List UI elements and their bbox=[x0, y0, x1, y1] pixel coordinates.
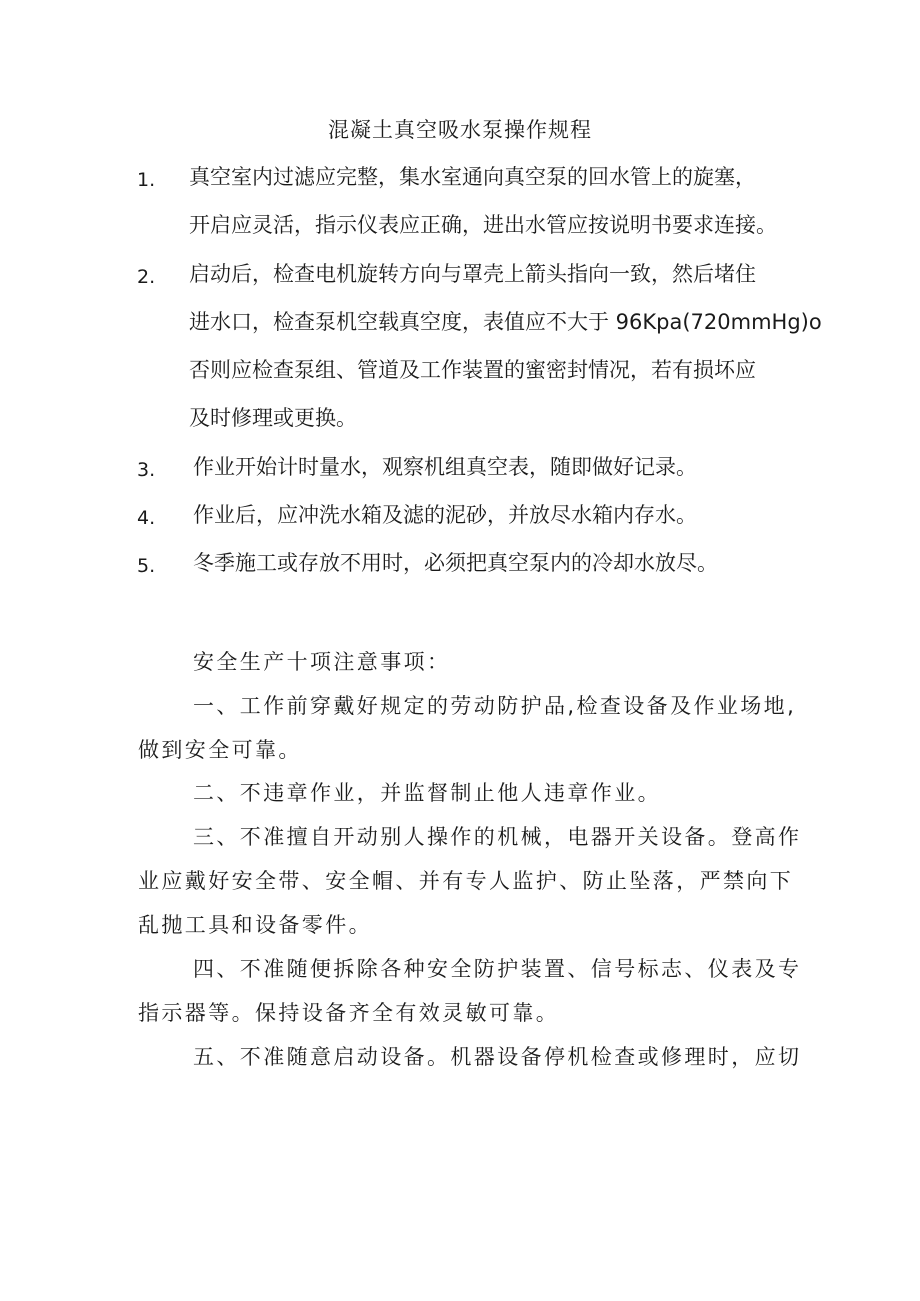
item-3-line-1: 作业开始计时量水，观察机组真空表，随即做好记录。 bbox=[193, 455, 697, 479]
safety-line-8: 指示器等。保持设备齐全有效灵敏可靠。 bbox=[138, 1001, 560, 1025]
item-number-4: 4. bbox=[137, 507, 156, 529]
safety-line-9: 五、不准随意启动设备。机器设备停机检查或修理时，应切 bbox=[193, 1045, 802, 1069]
safety-line-4: 三、不准擅自开动别人操作的机械，电器开关设备。登高作 bbox=[193, 825, 802, 849]
safety-heading: 安全生产十项注意事项： bbox=[193, 650, 451, 674]
item-number-1: 1. bbox=[137, 169, 156, 191]
item-4-line-1: 作业后，应冲洗水箱及滤的泥砂，并放尽水箱内存水。 bbox=[193, 503, 697, 527]
item-number-5: 5. bbox=[137, 555, 156, 577]
safety-line-1: 一、工作前穿戴好规定的劳动防护品,检查设备及作业场地, bbox=[193, 694, 797, 718]
safety-line-2: 做到安全可靠。 bbox=[138, 738, 302, 762]
item-1-line-2: 开启应灵活，指示仪表应正确，进出水管应按说明书要求连接。 bbox=[189, 213, 777, 237]
item-2-line-2: 进水口，检查泵机空载真空度，表值应不大于 96Kpa(720mmHg)o bbox=[189, 310, 822, 334]
safety-line-6: 乱抛工具和设备零件。 bbox=[138, 913, 372, 937]
item-2-line-1: 启动后，检查电机旋转方向与罩壳上箭头指向一致，然后堵住 bbox=[189, 262, 756, 286]
item-number-2: 2. bbox=[137, 266, 156, 288]
safety-line-7: 四、不准随便拆除各种安全防护装置、信号标志、仪表及专 bbox=[193, 957, 802, 981]
safety-line-5: 业应戴好安全带、安全帽、并有专人监护、防止坠落，严禁向下 bbox=[138, 869, 794, 893]
item-1-line-1: 真空室内过滤应完整，集水室通向真空泵的回水管上的旋塞， bbox=[189, 165, 756, 189]
item-number-3: 3. bbox=[137, 459, 156, 481]
item-5-line-1: 冬季施工或存放不用时，必须把真空泵内的冷却水放尽。 bbox=[193, 551, 718, 575]
document-title: 混凝土真空吸水泵操作规程 bbox=[328, 118, 592, 142]
safety-line-3: 二、不违章作业，并监督制止他人违章作业。 bbox=[193, 781, 661, 805]
item-2-line-3: 否则应检查泵组、管道及工作装置的蜜密封情况，若有损坏应 bbox=[189, 358, 756, 382]
item-2-line-4: 及时修理或更换。 bbox=[189, 406, 357, 430]
